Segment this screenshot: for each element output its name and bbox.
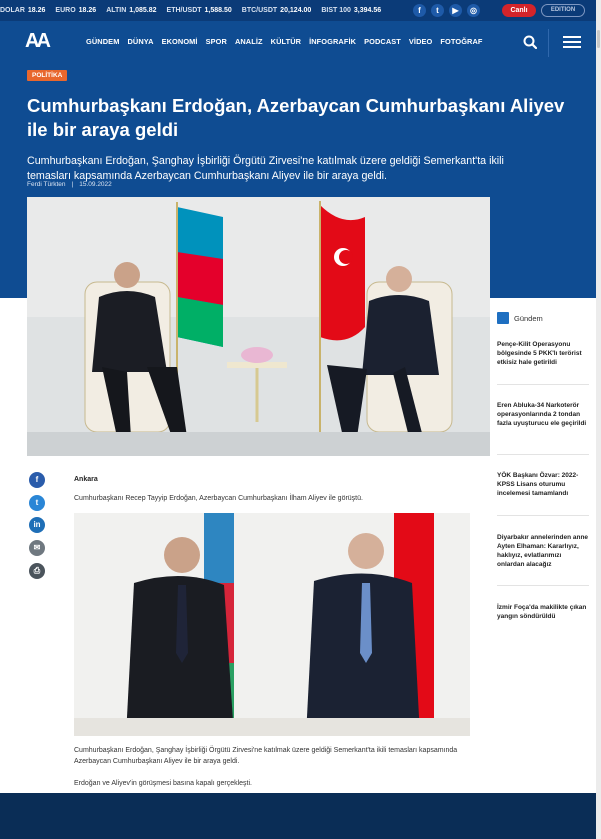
sidebar-divider	[497, 454, 589, 455]
nav-item[interactable]: KÜLTÜR	[270, 37, 302, 46]
sidebar-divider	[497, 515, 589, 516]
ticker-value: 3,394.56	[353, 7, 382, 14]
nav-divider	[548, 29, 549, 57]
ticker-item	[242, 7, 312, 14]
ticker-label: EURO	[55, 7, 76, 14]
facebook-icon[interactable]: f	[413, 4, 426, 17]
nav-item[interactable]: FOTOĞRAF	[440, 37, 483, 46]
sidebar-news-item[interactable]: Diyarbakır annelerinden anne Ayten Elhaman: Kararlıyız, haklıyız, evlatlarımızı onlardan alacağız	[497, 534, 589, 568]
hamburger-menu-icon[interactable]	[563, 36, 581, 49]
article-paragraph: Cumhurbaşkanı Recep Tayyip Erdoğan, Azerbaycan Cumhurbaşkanı İlham Aliyev ile görüştü.	[74, 495, 363, 502]
ticker-item	[106, 7, 156, 14]
ticker-item	[321, 7, 381, 14]
ticker-label: BIST 100	[321, 7, 351, 14]
nav-item[interactable]: SPOR	[205, 37, 227, 46]
category-tag[interactable]: POLİTİKA	[27, 70, 67, 81]
ticker-items	[0, 7, 391, 14]
nav-item[interactable]: PODCAST	[364, 37, 401, 46]
ticker-label: ETH/USDT	[166, 7, 202, 14]
market-ticker	[0, 0, 601, 21]
standing-photo-illustration	[74, 513, 470, 736]
nav-item[interactable]: İNFOGRAFİK	[309, 37, 357, 46]
ticker-item	[55, 7, 96, 14]
sidebar-news-item[interactable]: İzmir Foça'da makilikte çıkan yangın söndürüldü	[497, 604, 587, 620]
sidebar-news-item[interactable]: Pençe-Kilit Operasyonu bölgesinde 5 PKK'lı terörist etkisiz hale getirildi	[497, 341, 582, 366]
gundem-icon	[497, 312, 509, 324]
main-photo[interactable]	[27, 197, 490, 456]
nav-item[interactable]: DÜNYA	[127, 37, 154, 46]
sidebar-news-item[interactable]: Eren Abluka-34 Narkoterör operasyonlarında 2 tondan fazla uyuşturucu ele geçirildi	[497, 402, 587, 427]
search-icon[interactable]	[523, 35, 537, 49]
publish-date: 15.09.2022	[79, 181, 112, 188]
sidebar-divider	[497, 585, 589, 586]
live-button[interactable]: Canlı	[502, 4, 536, 17]
instagram-icon[interactable]: ◎	[467, 4, 480, 17]
scrollbar[interactable]	[596, 0, 601, 839]
nav-item[interactable]: GÜNDEM	[86, 37, 120, 46]
sidebar-header	[497, 312, 543, 324]
main-nav	[0, 21, 601, 64]
article-paragraph: Cumhurbaşkanı Erdoğan, Şanghay İşbirliği Örgütü Zirvesi'ne katılmak üzere geldiği Semerkant'ta ikili temasları kapsamında Azerbaycan Cumhurbaşkanı Aliyev ile bir araya geldi.	[74, 747, 458, 765]
sidebar-news-item[interactable]: YÖK Başkanı Özvar: 2022-KPSS Lisans oturumu incelemesi tamamlandı	[497, 472, 579, 497]
ticker-item	[0, 7, 45, 14]
sidebar-title: Gündem	[514, 313, 543, 323]
ticker-value: 1,588.50	[204, 7, 232, 14]
author-name[interactable]: Ferdi Türkten	[27, 181, 66, 188]
share-linkedin-icon[interactable]: in	[29, 517, 45, 533]
nav-item[interactable]: EKONOMİ	[161, 37, 198, 46]
share-facebook-icon[interactable]: f	[29, 472, 45, 488]
youtube-icon[interactable]: ▶	[449, 4, 462, 17]
ticker-label: BTC/USDT	[241, 7, 278, 14]
dateline-city: Ankara	[74, 476, 98, 483]
share-email-icon[interactable]: ✉	[29, 540, 45, 556]
nav-item[interactable]: VİDEO	[408, 37, 433, 46]
edition-select[interactable]: EDITION	[541, 4, 585, 17]
byline: Ferdi Türkten | 15.09.2022	[27, 181, 112, 188]
article-subhead: Cumhurbaşkanı Erdoğan, Şanghay İşbirliği Örgütü Zirvesi'ne katılmak üzere geldiği Semerkant'ta ikili temasları kapsamında Azerbaycan Cumhurbaşkanı Aliyev ile bir araya geldi.	[27, 155, 504, 182]
scrollbar-thumb[interactable]	[597, 30, 600, 48]
sidebar-divider	[497, 384, 589, 385]
print-icon[interactable]: ⎙	[29, 563, 45, 579]
ticker-item	[167, 7, 232, 14]
article-photo[interactable]	[74, 513, 470, 736]
ticker-label: DOLAR	[0, 7, 25, 14]
ticker-value: 20,124.00	[280, 7, 312, 14]
ticker-value: 1,085.82	[129, 7, 157, 14]
footer	[0, 793, 601, 839]
aa-logo[interactable]: AA	[25, 30, 48, 52]
article-paragraph: Erdoğan ve Aliyev'in görüşmesi basına kapalı gerçekleşti.	[74, 780, 252, 787]
twitter-icon[interactable]: t	[431, 4, 444, 17]
share-twitter-icon[interactable]: t	[29, 495, 45, 511]
nav-menu	[86, 37, 483, 46]
ticker-value: 18.26	[78, 7, 97, 14]
meeting-photo-illustration	[27, 197, 490, 456]
ticker-value: 18.26	[27, 7, 46, 14]
article-headline: Cumhurbaşkanı Erdoğan, Azerbaycan Cumhurbaşkanı Aliyev ile bir araya geldi	[27, 95, 565, 140]
nav-item[interactable]: ANALİZ	[234, 37, 263, 46]
ticker-label: ALTIN	[106, 7, 127, 14]
top-social-links	[413, 4, 480, 17]
